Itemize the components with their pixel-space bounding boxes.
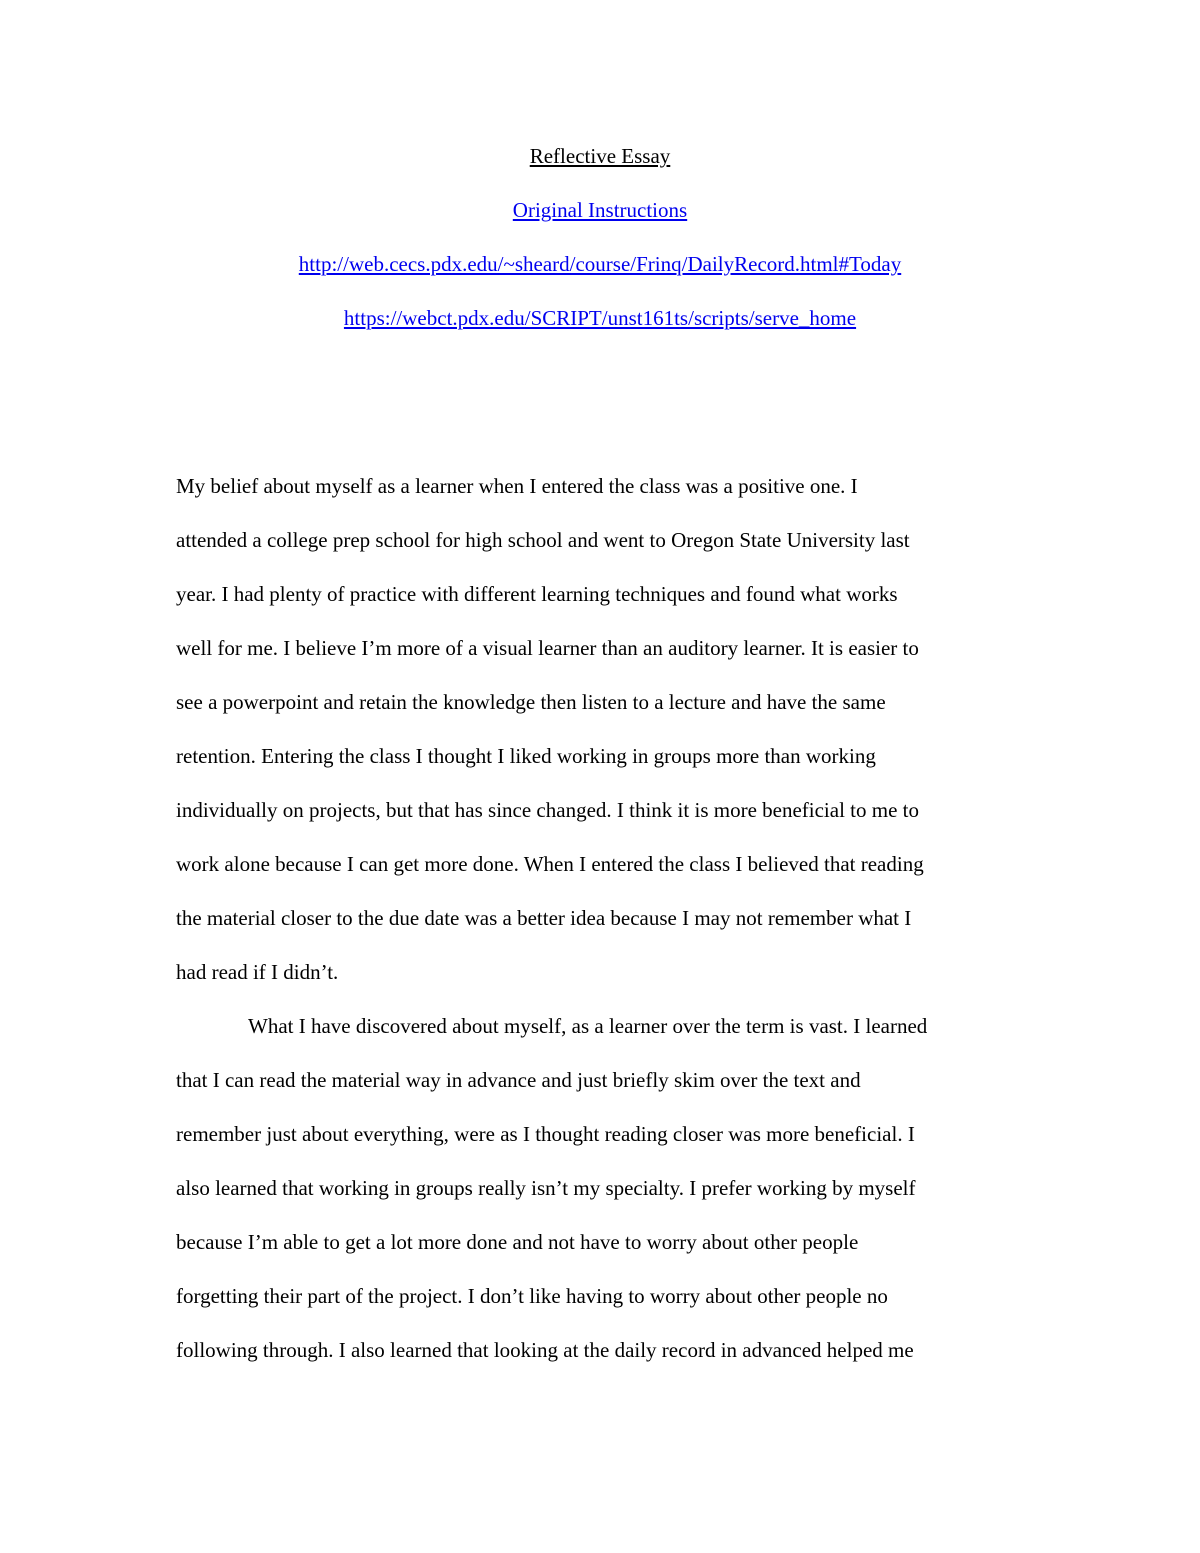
paragraph2-line: forgetting their part of the project. I don’t like having to worry about other people no <box>176 1284 888 1308</box>
paragraph1-line: My belief about myself as a learner when I entered the class was a positive one. I <box>176 474 858 498</box>
webct-link[interactable]: https://webct.pdx.edu/SCRIPT/unst161ts/scripts/serve_home <box>343 306 857 330</box>
paragraph2-line: remember just about everything, were as I thought reading closer was more beneficial. I <box>176 1122 915 1146</box>
daily-record-link[interactable]: http://web.cecs.pdx.edu/~sheard/course/Frinq/DailyRecord.html#Today <box>298 252 902 276</box>
paragraph1-line: attended a college prep school for high school and went to Oregon State University last <box>176 528 910 552</box>
daily-record-line <box>0 249 1200 279</box>
paragraph1-line: year. I had plenty of practice with different learning techniques and found what works <box>176 582 898 606</box>
original-instructions-line <box>0 195 1200 225</box>
original-instructions-link[interactable]: Original Instructions <box>512 198 688 222</box>
paragraph1-line: work alone because I can get more done. When I entered the class I believed that reading <box>176 852 924 876</box>
paragraph1-line: had read if I didn’t. <box>176 960 339 984</box>
paragraph1-line: see a powerpoint and retain the knowledge then listen to a lecture and have the same <box>176 690 886 714</box>
paragraph2-line: What I have discovered about myself, as a learner over the term is vast. I learned <box>248 1014 928 1038</box>
essay-title: Reflective Essay <box>529 144 671 168</box>
paragraph2-line: following through. I also learned that looking at the daily record in advanced helped me <box>176 1338 914 1362</box>
paragraph2-line: that I can read the material way in advance and just briefly skim over the text and <box>176 1068 861 1092</box>
paragraph2-line: because I’m able to get a lot more done and not have to worry about other people <box>176 1230 859 1254</box>
paragraph1-line: the material closer to the due date was a better idea because I may not remember what I <box>176 906 912 930</box>
paragraph1-line: individually on projects, but that has since changed. I think it is more beneficial to me to <box>176 798 919 822</box>
paragraph1-line: retention. Entering the class I thought I liked working in groups more than working <box>176 744 876 768</box>
webct-line <box>0 303 1200 333</box>
paragraph1-line: well for me. I believe I’m more of a visual learner than an auditory learner. It is easier to <box>176 636 919 660</box>
paragraph2-line: also learned that working in groups really isn’t my specialty. I prefer working by myself <box>176 1176 916 1200</box>
